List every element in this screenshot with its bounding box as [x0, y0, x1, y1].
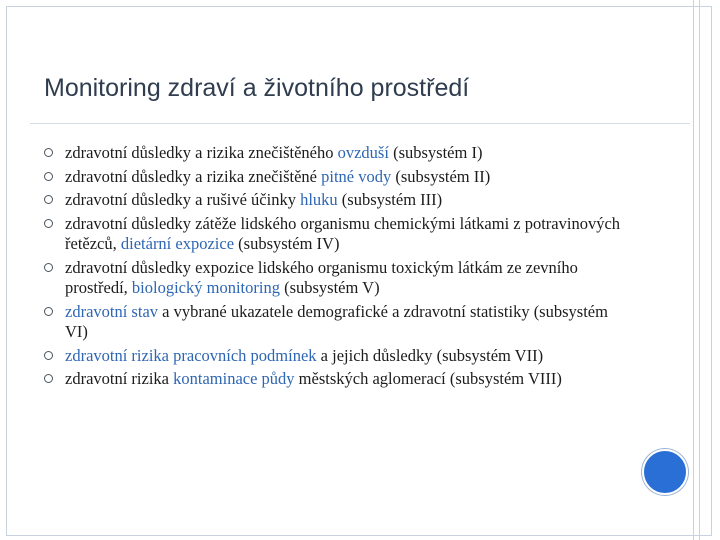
bullet-text: zdravotní důsledky a rušivé účinky — [65, 190, 301, 209]
bullet-item — [44, 258, 634, 299]
highlighted-term: pitné vody — [321, 166, 392, 186]
circle-bullet-icon — [44, 351, 53, 360]
highlighted-term: ovzduší — [337, 143, 389, 162]
bullet-text: (subsystém II) — [391, 166, 491, 186]
bullet-text: (subsystém V) — [279, 278, 380, 297]
side-decoration-line — [699, 0, 700, 540]
bullet-text: (subsystém IV) — [234, 234, 340, 253]
bullet-text: (subsystém III) — [337, 190, 443, 209]
bullet-item — [44, 369, 634, 390]
bullet-text: zdravotní důsledky zátěže lidského organismu chemickými látkami z potravinových řetězců, — [65, 213, 621, 253]
decorative-circle — [642, 449, 688, 495]
circle-bullet-icon — [44, 172, 53, 181]
slide-title: Monitoring zdraví a životního prostředí — [44, 74, 470, 102]
bullet-item — [44, 143, 634, 164]
bullet-text: městských aglomerací (subsystém VIII) — [294, 369, 562, 388]
bullet-text: zdravotní důsledky expozice lidského organismu toxickým látkám ze zevního prostředí, — [65, 257, 578, 297]
bullet-text: zdravotní důsledky a rizika znečištěné — [65, 166, 322, 186]
highlighted-term: zdravotní rizika pracovních podmínek — [65, 345, 317, 365]
bullet-list — [44, 143, 634, 393]
bullet-item — [44, 190, 634, 211]
circle-bullet-icon — [44, 307, 53, 316]
highlighted-term: kontaminace půdy — [173, 369, 295, 388]
circle-bullet-icon — [44, 374, 53, 383]
circle-bullet-icon — [44, 263, 53, 272]
bullet-text: (subsystém I) — [388, 143, 483, 162]
highlighted-term: hluku — [300, 190, 338, 209]
highlighted-term: biologický monitoring — [131, 278, 280, 297]
bullet-item — [44, 214, 634, 255]
bullet-item — [44, 167, 634, 188]
bullet-item — [44, 302, 634, 343]
bullet-item — [44, 346, 634, 367]
circle-bullet-icon — [44, 195, 53, 204]
bullet-text: a vybrané ukazatele demografické a zdravotní statistiky (subsystém VI) — [65, 301, 608, 341]
circle-bullet-icon — [44, 219, 53, 228]
side-decoration-line — [693, 0, 694, 540]
highlighted-term: zdravotní stav — [65, 301, 159, 321]
title-divider — [30, 123, 690, 124]
highlighted-term: dietární expozice — [120, 234, 235, 253]
bullet-text: zdravotní rizika — [65, 369, 174, 388]
bullet-text: zdravotní důsledky a rizika znečištěného — [65, 143, 338, 162]
bullet-text: a jejich důsledky (subsystém VII) — [316, 345, 544, 365]
circle-bullet-icon — [44, 148, 53, 157]
